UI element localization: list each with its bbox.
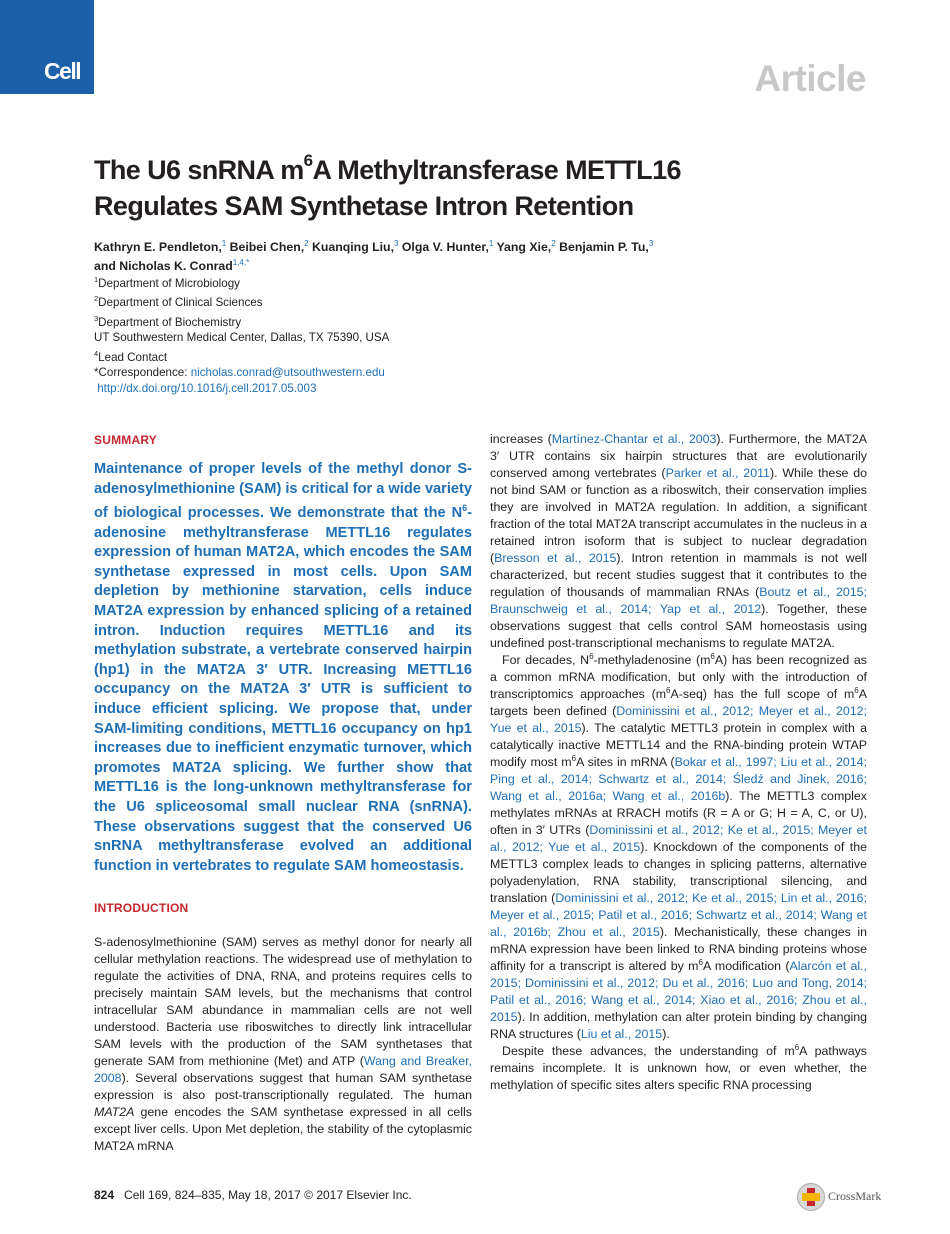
affil-number: 2 bbox=[94, 294, 99, 304]
superscript: 6 bbox=[698, 957, 703, 967]
institution: UT Southwestern Medical Center, Dallas, TX 75390, USA bbox=[94, 331, 390, 345]
citation-link[interactable]: Dominissini et al., 2012; Meyer et al., 2012; Yue et al., 2015 bbox=[490, 704, 867, 735]
author-affil-ref[interactable]: 1 bbox=[221, 239, 227, 248]
body-text-span: ). Intron retention in mammals is not well characterized, but recent studies suggest that it contributes to the regulation of thousands of mammalian RNAs ( bbox=[490, 551, 867, 599]
title-superscript: 6 bbox=[303, 151, 313, 170]
body-text-span: Despite these advances, the understanding of m bbox=[502, 1044, 795, 1058]
affil-text: Department of Biochemistry bbox=[98, 315, 242, 329]
citation-link[interactable]: Bokar et al., 1997; Liu et al., 2014; Ping et al., 2014; Schwartz et al., 2014; Śledź and Jinek, 2016; Wang et al., 2016a; Wang et al., 2016b bbox=[490, 755, 867, 803]
right-paragraph-3 bbox=[490, 1043, 867, 1094]
body-text-span: ). The catalytic METTL3 protein in complex with a catalytically inactive METTL14 and the RNA-binding protein WTAP modify most m bbox=[490, 721, 867, 769]
summary-part: Maintenance of proper levels of the methyl donor S-adenosylmethionine (SAM) is critical for a wide variety of biological processes. We demonstrate that the N bbox=[94, 461, 472, 522]
author-affil-ref[interactable]: 1 bbox=[488, 239, 494, 248]
affil-number: 3 bbox=[94, 313, 99, 323]
affiliation-1 bbox=[94, 272, 594, 291]
citation-link[interactable]: Boutz et al., 2015; Braunschweig et al., 2014; Yap et al., 2012 bbox=[490, 585, 867, 616]
body-text-span: S-adenosylmethionine (SAM) serves as methyl donor for nearly all cellular methylation reactions. The widespread use of methylation to regulate the activities of DNA, RNA, and proteins requires cells to precisely maintain SAM levels, but the mechanisms that control intracellular SAM abundance in mammalian cells are not well understood. Bacteria use riboswitches to directly link intracellular SAM levels with the production of the SAM synthetases that generate SAM from methionine (Met) and ATP ( bbox=[94, 935, 472, 1068]
affiliations bbox=[94, 272, 594, 397]
superscript: 6 bbox=[571, 753, 577, 763]
superscript: 6 bbox=[589, 651, 594, 661]
right-column bbox=[490, 431, 867, 1094]
author-affil-ref[interactable]: 2 bbox=[304, 239, 309, 248]
author-name: Benjamin P. Tu, bbox=[559, 240, 649, 255]
citation-link[interactable]: Bresson et al., 2015 bbox=[494, 551, 617, 565]
affiliation-4 bbox=[94, 346, 594, 365]
author-list bbox=[94, 236, 794, 274]
crossmark-label: CrossMark bbox=[828, 1189, 882, 1203]
title-line1-rest: A Methyltransferase METTL16 bbox=[312, 155, 681, 185]
author-affil-ref[interactable]: 2 bbox=[551, 239, 556, 248]
body-text-span: A targets been defined ( bbox=[490, 687, 867, 718]
superscript: 6 bbox=[794, 1042, 800, 1052]
body-text-span: A pathways remains incomplete. It is unknown how, or even whether, the methylation of specific sites alters specific RNA processing bbox=[490, 1044, 867, 1092]
author-name: Nicholas K. Conrad bbox=[119, 259, 233, 274]
body-text-span: ). Several observations suggest that human SAM synthetase expression is also post-transcriptionally regulated. The human bbox=[94, 1071, 472, 1102]
body-text-span: A-seq) has the full scope of m bbox=[670, 687, 855, 701]
footer-citation: Cell 169, 824–835, May 18, 2017 © 2017 Elsevier Inc. bbox=[124, 1188, 412, 1202]
summary-text bbox=[94, 460, 472, 876]
summary-superscript: 6 bbox=[462, 503, 468, 514]
body-text-span: A sites in mRNA ( bbox=[576, 755, 675, 769]
citation-link[interactable]: Dominissini et al., 2012; Ke et al., 2015; Meyer et al., 2012; Yue et al., 2015 bbox=[490, 823, 867, 854]
body-text-span: ). In addition, methylation can alter protein binding by changing RNA structures ( bbox=[490, 1010, 867, 1041]
doi-row bbox=[94, 381, 594, 397]
citation-link[interactable]: Parker et al., 2011 bbox=[665, 466, 770, 480]
crossmark-badge[interactable] bbox=[797, 1183, 907, 1211]
author-affil-ref[interactable]: 3 bbox=[648, 239, 654, 248]
citation-link[interactable]: Martínez-Chantar et al., 2003 bbox=[551, 432, 717, 446]
author-name: Yang Xie, bbox=[496, 240, 552, 255]
body-text-span: ). Mechanistically, these changes in mRNA expression have been linked to RNA binding proteins whose affinity for a transcript is altered by m bbox=[490, 925, 867, 973]
body-text-span: A modification ( bbox=[702, 959, 790, 973]
intro-left-column bbox=[94, 934, 472, 1155]
affiliation-3 bbox=[94, 311, 594, 330]
affil-number: 1 bbox=[94, 275, 99, 284]
author-name: Beibei Chen, bbox=[229, 240, 305, 255]
summary-part: -adenosine methyltransferase METTL16 regulates expression of human MAT2A, which encodes the SAM synthetase expressed in most cells. Upon SAM depletion by methionine starvation, cells induce MAT2A expression by enhanced splicing of a retained intron. Induction requires METTL16 and its methylation substrate, a vertebrate conserved hairpin (hp1) in the MAT2A 3′ UTR. Increasing METTL16 occupancy on the MAT2A 3′ UTR is sufficient to induce efficient splicing. We propose that, under SAM-limiting conditions, METTL16 occupancy on hp1 increases due to inefficient enzymatic turnover, which promotes MAT2A splicing. We further show that METTL16 is the long-unknown methyltransferase for the U6 spliceosomal small nuclear RNA (snRNA). These observations suggest that the conserved U6 snRNA methyltransferase evolved an additional function in vertebrates to regulate SAM homeostasis. bbox=[94, 505, 472, 874]
correspondence bbox=[94, 365, 594, 381]
author-affil-ref[interactable]: 1,4,* bbox=[232, 258, 250, 268]
author-row-1 bbox=[94, 236, 794, 255]
introduction-heading: INTRODUCTION bbox=[94, 901, 189, 915]
citation-link[interactable]: Wang and Breaker, 2008 bbox=[94, 1054, 472, 1085]
citation-link[interactable]: Dominissini et al., 2012; Ke et al., 2015; Lin et al., 2016; Meyer et al., 2015; Patil et al., 2016; Schwartz et al., 2014; Wang et al., 2016b; Zhou et al., 2015 bbox=[490, 891, 867, 939]
superscript: 6 bbox=[854, 685, 859, 695]
body-text-span: gene encodes the SAM synthetase expressed in all cells except liver cells. Upon Met depletion, the stability of the cytoplasmic MAT2A mRNA bbox=[94, 1105, 472, 1153]
correspondence-email-link[interactable]: nicholas.conrad@utsouthwestern.edu bbox=[190, 366, 385, 380]
page-number: 824 bbox=[94, 1188, 115, 1202]
affil-text: Department of Clinical Sciences bbox=[98, 296, 263, 310]
body-text-span: For decades, N bbox=[502, 653, 590, 667]
affil-text: Lead Contact bbox=[98, 350, 168, 364]
superscript: 6 bbox=[710, 651, 715, 661]
body-text-span: ). bbox=[662, 1027, 670, 1041]
crossmark-icon bbox=[797, 1183, 825, 1211]
affiliation-2 bbox=[94, 291, 594, 310]
author-conjunction: and bbox=[94, 259, 116, 274]
page-footer bbox=[94, 1188, 412, 1202]
author-affil-ref[interactable]: 3 bbox=[393, 239, 399, 248]
journal-logo-text: Cell bbox=[44, 58, 81, 84]
author-name: Olga V. Hunter, bbox=[401, 240, 489, 255]
citation-link[interactable]: Liu et al., 2015 bbox=[580, 1027, 663, 1041]
body-text-span: ). While these do not bind SAM or function as a riboswitch, their conservation implies they are involved in MAT2A regulation. In addition, a significant fraction of the total MAT2A transcript accumulates in the nucleus in a retained intron isoform that is subject to nuclear degradation ( bbox=[490, 466, 867, 565]
right-paragraph-2 bbox=[490, 652, 867, 1043]
title-line2: Regulates SAM Synthetase Intron Retention bbox=[94, 191, 634, 221]
body-text-span: -methyladenosine (m bbox=[593, 653, 711, 667]
body-text-span: A) has been recognized as a common mRNA modification, but only with the introduction of transcriptomics approaches (m bbox=[490, 653, 868, 701]
author-name: Kuanqing Liu, bbox=[312, 240, 394, 255]
body-text-span: ). Knockdown of the components of the METTL3 complex leads to changes in splicing patterns, alternative polyadenylation, RNA stability, transcriptional silencing, and translation ( bbox=[490, 840, 867, 905]
body-text-span: ). Furthermore, the MAT2A 3′ UTR contains six hairpin structures that are evolutionarily conserved among vertebrates ( bbox=[490, 432, 867, 480]
cell-journal-logo bbox=[0, 0, 94, 94]
gene-name: MAT2A bbox=[94, 1105, 135, 1119]
doi-link[interactable]: http://dx.doi.org/10.1016/j.cell.2017.05.003 bbox=[97, 382, 317, 395]
paper-title bbox=[94, 152, 854, 224]
article-type-label: Article bbox=[754, 58, 866, 99]
title-line1-part: The U6 snRNA m bbox=[94, 155, 304, 185]
affil-text: Department of Microbiology bbox=[98, 276, 240, 290]
citation-link[interactable]: Alarcón et al., 2015; Dominissini et al., 2012; Du et al., 2016; Luo and Tong, 2014; Patil et al., 2016; Wang et al., 2014; Xiao et al., 2016; Zhou et al., 2015 bbox=[490, 959, 867, 1024]
author-name: Kathryn E. Pendleton, bbox=[94, 240, 222, 255]
superscript: 6 bbox=[666, 685, 671, 695]
body-text-span: ). Together, these observations suggest that cells control SAM homeostasis using undefined post-transcriptional mechanisms to regulate MAT2A. bbox=[490, 602, 867, 650]
right-paragraph-1 bbox=[490, 431, 867, 652]
body-text-span: ). The METTL3 complex methylates mRNAs at RRACH motifs (R = A or G; H = A, C, or U), often in 3′ UTRs ( bbox=[490, 789, 867, 837]
summary-heading: SUMMARY bbox=[94, 433, 157, 447]
affil-number: 4 bbox=[94, 348, 99, 358]
body-text-span: increases ( bbox=[490, 432, 552, 446]
intro-paragraph-1 bbox=[94, 934, 472, 1155]
correspondence-label: *Correspondence: bbox=[94, 366, 188, 380]
